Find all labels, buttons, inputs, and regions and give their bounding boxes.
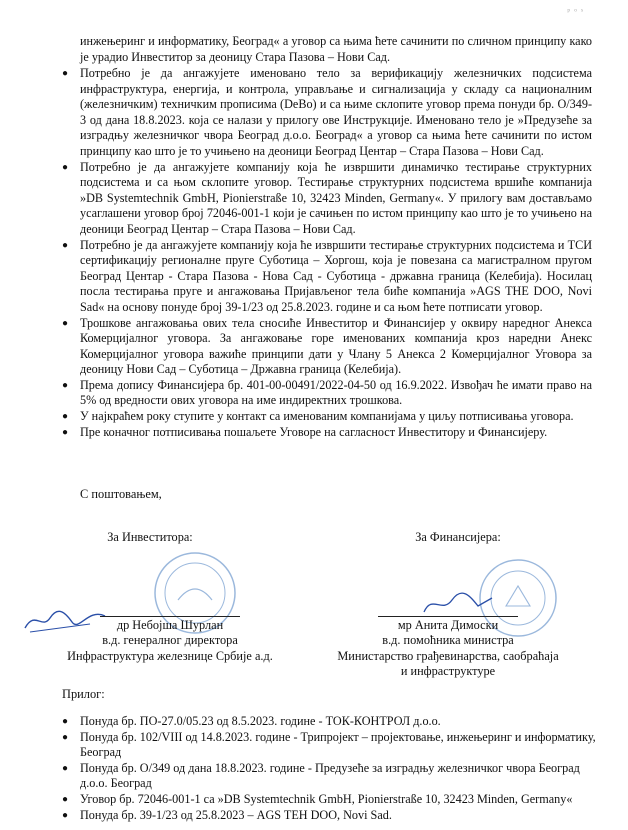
list-item	[60, 792, 600, 808]
attachment-text: Понуда бр. 102/VIII од 14.8.2023. године - Трипројект – пројектовање, инжењеринг и информатику, Београд	[80, 729, 596, 760]
signatory-details	[40, 616, 300, 664]
corner-mark: ᵖ ᵒ ˢ	[567, 6, 584, 16]
bullet-icon: ●	[62, 239, 69, 251]
list-item-text: Потребно је да ангажујете компанију која ће извршити динамичко тестирање структурних подсистема и са њом склопите уговор. Тестирање структурних подсистема вршиће компанија »DB Systemtechnik GmbH, Pionierstraße 10, 32423 Minden, Germany«. У прилогу вам достављамо усаглашени уговор број 72046-001-1 који је сачињен по истом принципу као што је то учињено на деоници Београд Центар – Стара Пазова – Нови Сад.	[80, 159, 592, 236]
attachment-text: Понуда бр. О/349 од дана 18.8.2023. године - Предузеће за изградњу железничког чвора Београд д.о.о. Београд	[80, 760, 580, 791]
bullet-icon: ●	[62, 411, 69, 423]
continuation-paragraph: инжењеринг и информатику, Београд« а уговор са њима ћете сачинити по сличном принципу како је урадио Инвеститор за деоницу Стара Пазова – Нови Сад.	[80, 34, 592, 65]
bullet-icon: ●	[62, 731, 69, 743]
signatory-title: в.д. помоћника министра	[382, 633, 514, 648]
list-item	[60, 66, 592, 160]
signature-line	[100, 616, 240, 617]
bullet-icon: ●	[62, 379, 69, 391]
bullet-icon: ●	[62, 426, 69, 438]
attachment-text: Понуда бр. ПО-27.0/05.23 од 8.5.2023. године - ТОК-КОНТРОЛ д.о.о.	[80, 714, 441, 728]
attachment-text: Уговор бр. 72046-001-1 са »DB Systemtechnik GmbH, Pionierstraße 10, 32423 Minden, Germany«	[80, 791, 573, 806]
signatory-name: др Небојша Шурлан	[116, 618, 224, 632]
attachment-text: Понуда бр. 39-1/23 од 25.8.2023 – AGS TEH DOO, Novi Sad.	[80, 807, 392, 822]
list-item	[60, 425, 592, 441]
instruction-list	[60, 66, 592, 440]
list-item	[60, 316, 592, 378]
signatory-organization: Инфраструктура железнице Србије а.д.	[67, 648, 273, 663]
bullet-icon: ●	[62, 809, 69, 821]
bullet-icon: ●	[62, 762, 69, 774]
list-item	[60, 238, 592, 316]
list-item	[60, 808, 600, 824]
signatory-organization: Министарство грађевинарства, саобраћаја	[337, 648, 559, 663]
list-item-text: Према допису Финансијера бр. 401-00-00491/2022-04-50 од 16.9.2022. Извођач ће имати право на 5% од вредности ових уговора на име индиректних трошкова.	[80, 377, 592, 408]
attachments-list	[60, 714, 600, 823]
list-item	[60, 730, 600, 761]
bullet-icon: ●	[62, 68, 69, 79]
bullet-icon: ●	[62, 161, 69, 173]
signatory-details	[318, 616, 578, 680]
list-item-text: Трошкове ангажовања ових тела сносиће Инвеститор и Финансијер у оквиру наредног Анекса Комерцијалног уговора. За ангажовање горе именованих компанија кроз наредни Анекс Комерцијалног уговора важиће принципи дати у Члану 5 Анекса 2 Комерцијалног Уговора за деоницу Нови Сад – Суботица – Државна граница (Келебија).	[80, 315, 592, 377]
bullet-icon: ●	[62, 317, 69, 329]
signature-line	[378, 616, 518, 617]
signatory-organization-cont: и инфраструктуре	[400, 664, 496, 679]
signatory-name: мр Анита Димоски	[397, 618, 499, 632]
attachments-label: Прилог:	[62, 687, 105, 701]
closing-salutation: С поштовањем,	[80, 487, 162, 501]
list-item-text: Пре коначног потписивања пошаљете Уговоре на сагласност Инвеститору и Финансијеру.	[80, 424, 548, 439]
list-item	[60, 378, 592, 409]
signatory-heading: За Финансијера:	[415, 530, 501, 544]
list-item	[60, 761, 600, 792]
list-item-text: У најкраћем року ступите у контакт са именованим компанијама у циљу потписивања уговора.	[80, 409, 574, 424]
list-item-text: Потребно је да ангажујете именовано тело за верификацију железничких подсистема инфраструктура, енергија, и контрола, управљање и сигнализација у складу са националним (железничким) техничким прописима (DeBo) и са њиме склопите уговор према понуди бр. О/349-3 од дана 18.8.2023. која се налази у прилогу ове Инструкције. Именовано тело је »Предузеће за изградњу железничког чвора Београд д.о.о. Београд« а уговор са њима ћете сачинити по истом принципу као што је то учињено на деоници Београд Центар – Стара Пазова – Нови Сад.	[80, 66, 592, 158]
list-item	[60, 160, 592, 238]
list-item	[60, 714, 600, 730]
bullet-icon: ●	[62, 793, 69, 805]
bullet-icon: ●	[62, 716, 69, 727]
signatory-title: в.д. генералног директора	[102, 633, 238, 648]
list-item-text: Потребно је да ангажујете компанију која ће извршити тестирање структурних подсистема и ТСИ сертификацију регионалне пруге Суботица – Хоргош, која је повезана са магистралном пругом Београд Центар - Стара Пазова - Нова Сад - Суботица - државна граница (Келебија). Носилац посла тестирања пруге и ангажовања Пријављеног тела биће компанија »AGS THE DOO, Novi Sad« на основу понуде број 39-1/23 од 25.8.2023. године и са њом ћете потписати уговор.	[80, 237, 592, 314]
signatory-heading: За Инвеститора:	[107, 530, 193, 544]
list-item	[60, 409, 592, 425]
